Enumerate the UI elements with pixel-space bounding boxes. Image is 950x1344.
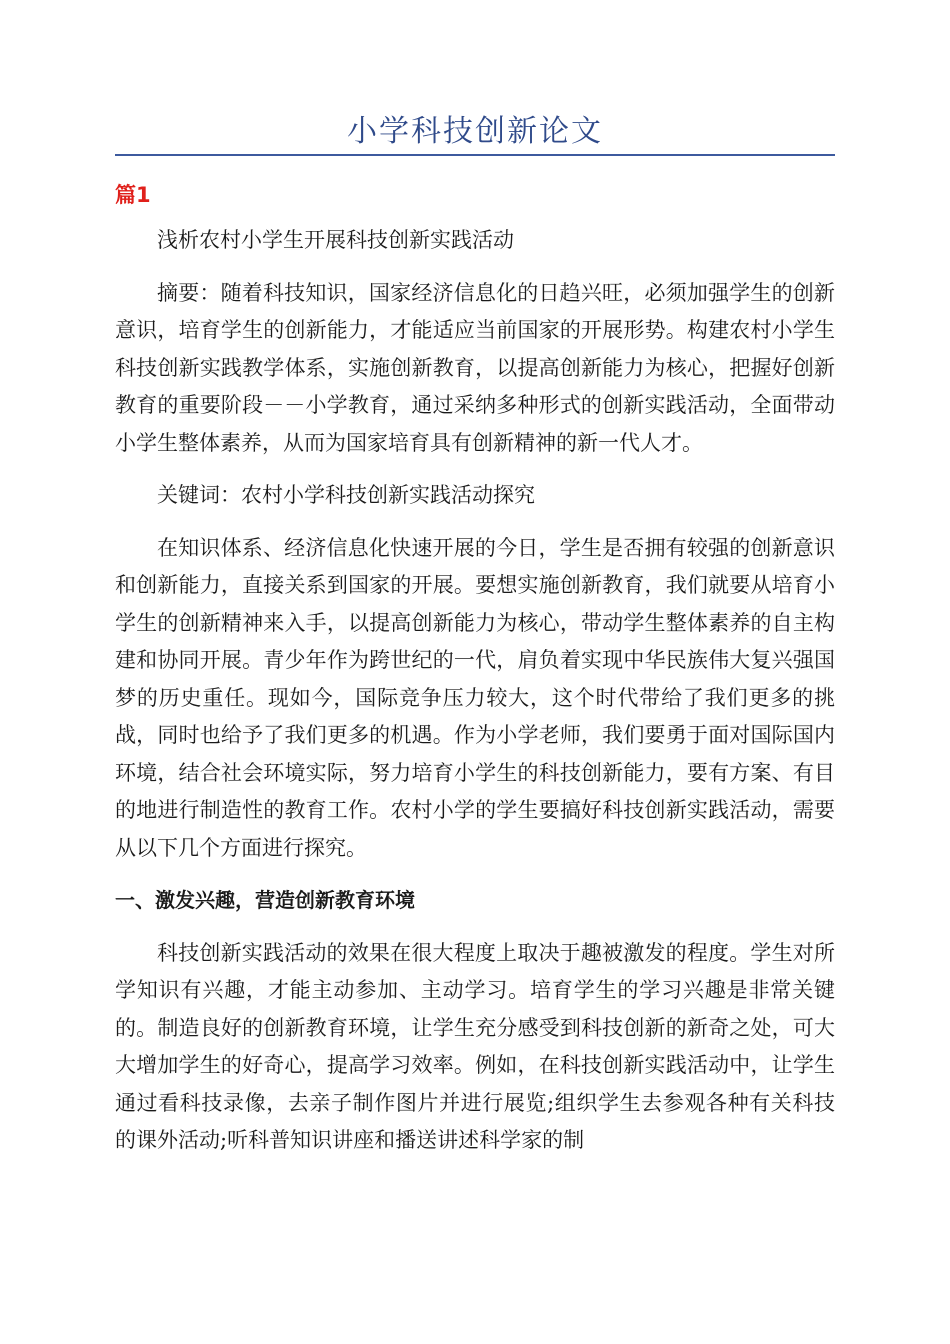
document-body	[115, 222, 835, 1175]
title-divider	[115, 154, 835, 156]
intro-paragraph: 在知识体系、经济信息化快速开展的今日，学生是否拥有较强的创新意识和创新能力，直接关系到国家的开展。要想实施创新教育，我们就要从培育小学生的创新精神来入手，以提高创新能力为核心，带动学生整体素养的自主构建和协同开展。青少年作为跨世纪的一代，肩负着实现中华民族伟大复兴强国梦的历史重任。现如今，国际竞争压力较大，这个时代带给了我们更多的挑战，同时也给予了我们更多的机遇。作为小学老师，我们要勇于面对国际国内环境，结合社会环境实际，努力培育小学生的科技创新能力，要有方案、有目的地进行制造性的教育工作。农村小学的学生要搞好科技创新实践活动，需要从以下几个方面进行探究。	[115, 535, 835, 860]
section-1-paragraph: 科技创新实践活动的效果在很大程度上取决于趣被激发的程度。学生对所学知识有兴趣，才能主动参加、主动学习。培育学生的学习兴趣是非常关键的。制造良好的创新教育环境，让学生充分感受到科技创新的新奇之处，可大大增加学生的好奇心，提高学习效率。例如，在科技创新实践活动中，让学生通过看科技录像，去亲子制作图片并进行展览;组织学生去参观各种有关科技的课外活动;听科普知识讲座和播送讲述科学家的制	[115, 940, 835, 1152]
section-heading-1: 一、激发兴趣，营造创新教育环境	[115, 888, 415, 912]
section-label: 篇1	[115, 183, 151, 207]
abstract-paragraph: 摘要：随着科技知识，国家经济信息化的日趋兴旺，必须加强学生的创新意识，培育学生的创新能力，才能适应当前国家的开展形势。构建农村小学生科技创新实践教学体系，实施创新教育，以提高创新能力为核心，把握好创新教育的重要阶段－－小学教育，通过采纳多种形式的创新实践活动，全面带动小学生整体素养，从而为国家培育具有创新精神的新一代人才。	[115, 280, 835, 455]
keywords-paragraph: 关键词：农村小学科技创新实践活动探究	[157, 483, 535, 507]
article-subtitle: 浅析农村小学生开展科技创新实践活动	[157, 228, 514, 252]
page-title: 小学科技创新论文	[347, 114, 603, 149]
